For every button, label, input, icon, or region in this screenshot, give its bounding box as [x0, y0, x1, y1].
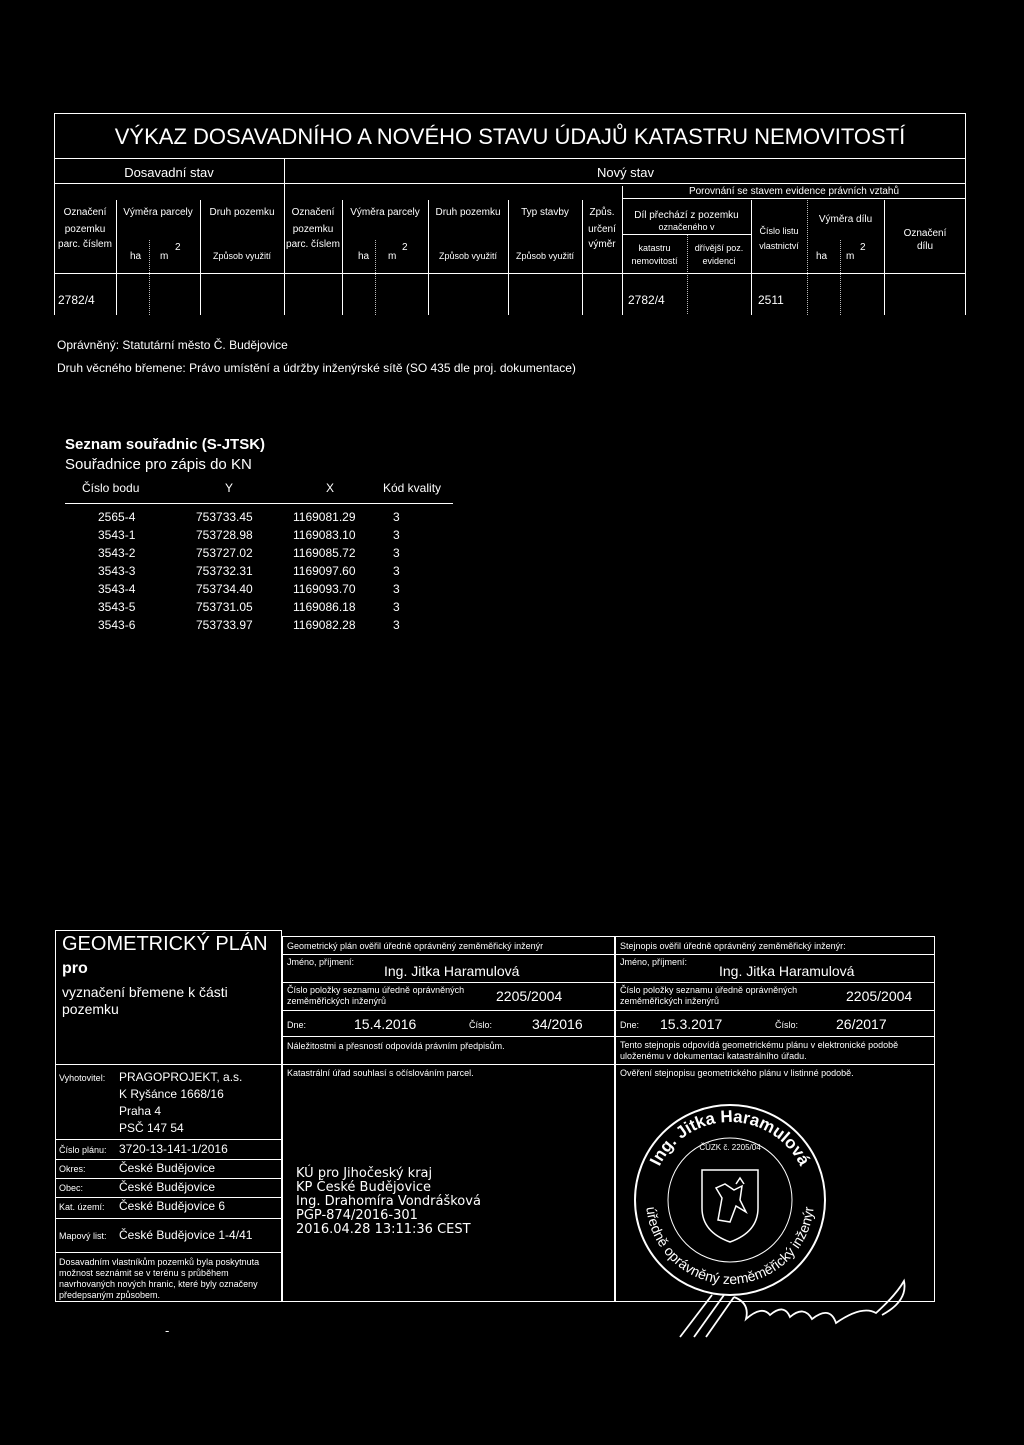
hdr-new-m: m — [388, 251, 397, 262]
hdr-new-pozemku: pozemku — [292, 224, 334, 235]
obec: České Budějovice — [119, 1180, 216, 1194]
plan-pro: pro — [62, 960, 88, 977]
coord-quality: 3 — [393, 510, 400, 524]
hdr-new-oznaceni: Označení — [291, 207, 335, 218]
coord-quality: 3 — [393, 618, 400, 632]
ku-stamp-line-1: KÚ pro Jihočeský kraj — [296, 1166, 433, 1181]
hdr-parc: parc. číslem — [58, 239, 112, 250]
verify1-cislo: 34/2016 — [532, 1016, 583, 1032]
coord-row — [98, 580, 433, 598]
coord-row — [98, 508, 433, 526]
verify2-tento: Tento stejnopis odpovídá geometrickému plánu v elektronické podobě uloženému v dokumentaci katastrálního úřadu. — [620, 1040, 899, 1061]
verify2-polozka-label: Číslo položky seznamu úředně oprávněných zeměměřických inženýrů — [620, 985, 798, 1006]
druh-bremene: Druh věcného břemene: Právo umístění a údržby inženýrské sítě (SO 435 dle proj. dokumentace) — [57, 361, 576, 375]
coord-quality: 3 — [393, 528, 400, 542]
coord-row — [98, 598, 433, 616]
verify2-jmeno-label: Jméno, příjmení: — [620, 957, 688, 967]
seal-inner-text: ČÚZK č. 2205/04 — [699, 1143, 761, 1152]
opravneny: Oprávněný: Statutární město Č. Budějovice — [57, 338, 288, 352]
coord-y: 753731.05 — [196, 600, 253, 614]
hdr-oznaceneho: označeného v — [658, 222, 715, 232]
hdr-cislo-listu: Číslo listu — [759, 226, 799, 236]
coord-point-id: 3543-1 — [98, 528, 136, 542]
ku-stamp-line-2: KP České Budějovice — [296, 1180, 431, 1195]
plan-title: GEOMETRICKÝ PLÁN — [62, 933, 268, 955]
verify1-jmeno-label: Jméno, příjmení: — [287, 957, 355, 967]
verify2-dne: 15.3.2017 — [660, 1016, 723, 1032]
hdr-dil-m: m — [846, 251, 855, 262]
verify1-dne-label: Dne: — [287, 1020, 307, 1030]
coord-x: 1169097.60 — [293, 564, 356, 578]
verify2-jmeno: Ing. Jitka Haramulová — [719, 963, 855, 979]
verify1-polozka: 2205/2004 — [496, 988, 563, 1004]
obec-label: Obec: — [59, 1183, 84, 1193]
verify2-polozka: 2205/2004 — [846, 988, 913, 1004]
coord-point-id: 3543-6 — [98, 618, 136, 632]
hdr-oznaceni: Označení — [63, 207, 107, 218]
verify1-header: Geometrický plán ověřil úředně oprávněný zeměměřický inženýr — [287, 941, 544, 951]
cislo-planu-label: Číslo plánu: — [59, 1145, 107, 1155]
coord-row — [98, 526, 433, 544]
hdr-zpus: Způs. — [589, 207, 615, 218]
verify2-cislo: 26/2017 — [836, 1016, 887, 1032]
hdr-vymer: výměr — [588, 239, 616, 250]
col-y: Y — [225, 481, 234, 495]
hdr-dil-ha: ha — [816, 251, 828, 262]
hdr-pozemku: pozemku — [64, 224, 106, 235]
comparison-heading: Porovnání se stavem evidence právních vztahů — [688, 186, 900, 197]
lion-emblem-icon — [702, 1170, 758, 1242]
hdr-new-sup2: 2 — [402, 242, 408, 253]
report-title: VÝKAZ DOSAVADNÍHO A NOVÉHO STAVU ÚDAJŮ KATASTRU NEMOVITOSTÍ — [114, 124, 906, 149]
verify2-overeni: Ověření stejnopisu geometrického plánu v listinné podobě. — [620, 1068, 854, 1078]
coord-point-id: 3543-2 — [98, 546, 136, 560]
hdr-vymera-dilu: Výměra dílu — [818, 214, 873, 225]
ku-stamp-line-4: PGP-874/2016-301 — [296, 1208, 418, 1223]
kat-uzemi-label: Kat. území: — [59, 1202, 105, 1212]
verify2-header: Stejnopis ověřil úředně oprávněný zeměměřický inženýr: — [620, 941, 846, 951]
verify2-dne-label: Dne: — [620, 1020, 640, 1030]
hdr-new-zpusob: Způsob využití — [438, 251, 498, 261]
hdr-zpusob: Způsob využití — [212, 251, 272, 261]
coord-x: 1169082.28 — [293, 618, 356, 632]
coord-x: 1169083.10 — [293, 528, 356, 542]
verify1-jmeno: Ing. Jitka Haramulová — [384, 963, 520, 979]
coord-row — [98, 616, 433, 634]
new-parcel: 2782/4 — [628, 293, 665, 307]
dash-mark: - — [165, 1323, 170, 1338]
coord-x: 1169085.72 — [293, 546, 356, 560]
col-kod: Kód kvality — [383, 481, 442, 495]
col-x: X — [326, 481, 335, 495]
hdr-new-parc: parc. číslem — [286, 239, 340, 250]
okres: České Budějovice — [119, 1161, 216, 1175]
list-number: 2511 — [758, 293, 784, 307]
hdr-oznaceni-dilu: Označení — [903, 228, 947, 239]
hdr-nemovitosti: nemovitostí — [631, 256, 678, 266]
coord-y: 753734.40 — [196, 582, 253, 596]
cislo-planu: 3720-13-141-1/2016 — [119, 1142, 228, 1156]
old-state-heading: Dosavadní stav — [124, 165, 214, 180]
seal-top-text: Ing. Jitka Haramulová — [646, 1106, 814, 1169]
coord-y: 753728.98 — [196, 528, 253, 542]
coord-quality: 3 — [393, 546, 400, 560]
hdr-vlastnictvi: vlastnictví — [759, 241, 799, 251]
hdr-druh: Druh pozemku — [209, 207, 275, 218]
hdr-new-druh: Druh pozemku — [435, 207, 501, 218]
vyhotovitel-2: K Ryšánce 1668/16 — [119, 1087, 224, 1101]
coords-table — [98, 508, 433, 634]
hdr-ha: ha — [130, 251, 142, 262]
coord-point-id: 2565-4 — [98, 510, 136, 524]
hdr-vymera-parcely: Výměra parcely — [123, 207, 193, 218]
coord-y: 753733.97 — [196, 618, 253, 632]
hdr-dil-sup2: 2 — [860, 242, 866, 253]
coord-quality: 3 — [393, 582, 400, 596]
old-parcel: 2782/4 — [58, 293, 95, 307]
hdr-drivejsi: dřívější poz. — [694, 243, 744, 253]
verify1-cislo-label: Číslo: — [469, 1020, 493, 1030]
vyhotovitel-label: Vyhotovitel: — [59, 1073, 106, 1083]
hdr-sup2: 2 — [175, 242, 181, 253]
coord-row — [98, 544, 433, 562]
ku-stamp-line-5: 2016.04.28 13:11:36 CEST — [296, 1222, 471, 1237]
official-seal — [630, 1100, 830, 1300]
seal-bottom-text: úředně oprávněný zeměměřický inženýr — [643, 1205, 817, 1288]
verify1-polozka-label: Číslo položky seznamu úředně oprávněných zeměměřických inženýrů — [287, 985, 465, 1006]
hdr-m: m — [160, 251, 169, 262]
hdr-new-vymera: Výměra parcely — [350, 207, 420, 218]
new-state-heading: Nový stav — [596, 165, 655, 180]
vyhotovitel-4: PSČ 147 54 — [119, 1121, 184, 1135]
col-cislo-bodu: Číslo bodu — [82, 481, 140, 495]
hdr-dilu: dílu — [916, 241, 934, 252]
hdr-typ-stavby: Typ stavby — [521, 207, 569, 218]
verify2-cislo-label: Číslo: — [775, 1020, 799, 1030]
coord-point-id: 3543-5 — [98, 600, 136, 614]
signature — [672, 1275, 922, 1345]
coord-x: 1169093.70 — [293, 582, 356, 596]
hdr-dil-prechazi: Díl přechází z pozemku — [634, 210, 739, 221]
coords-title: Seznam souřadnic (S-JTSK) — [65, 436, 266, 453]
kat-uzemi: České Budějovice 6 — [119, 1199, 226, 1213]
coord-x: 1169081.29 — [293, 510, 356, 524]
coord-quality: 3 — [393, 564, 400, 578]
vyhotovitel-3: Praha 4 — [119, 1104, 162, 1118]
plan-purpose: vyznačení břemene k části pozemku — [62, 984, 228, 1017]
hdr-evidenci: evidenci — [702, 256, 736, 266]
ku-stamp-line-3: Ing. Drahomíra Vondrášková — [296, 1194, 481, 1209]
coord-row — [98, 562, 433, 580]
coord-point-id: 3543-4 — [98, 582, 136, 596]
verify1-katastralni: Katastrální úřad souhlasí s očíslováním parcel. — [287, 1068, 474, 1078]
hdr-typ-zpusob: Způsob využití — [515, 251, 575, 261]
disclaimer: Dosavadním vlastníkům pozemků byla poskytnuta možnost seznámit se v terénu s průběhem navrhovaných nových hranic, které byly označeny předepsaným způsobem. — [59, 1257, 260, 1300]
vyhotovitel-1: PRAGOPROJEKT, a.s. — [119, 1070, 243, 1084]
hdr-new-ha: ha — [358, 251, 370, 262]
okres-label: Okres: — [59, 1164, 86, 1174]
mapovy-list-label: Mapový list: — [59, 1231, 107, 1241]
verify1-dne: 15.4.2016 — [354, 1016, 417, 1032]
coord-point-id: 3543-3 — [98, 564, 136, 578]
coords-subtitle: Souřadnice pro zápis do KN — [65, 456, 252, 473]
verify1-nalezitostmi: Náležitostmi a přesností odpovídá právním předpisům. — [287, 1041, 505, 1051]
hdr-katastru: katastru — [638, 243, 671, 253]
coord-x: 1169086.18 — [293, 600, 356, 614]
mapovy-list: České Budějovice 1-4/41 — [119, 1228, 253, 1242]
coord-y: 753732.31 — [196, 564, 253, 578]
ku-stamp — [296, 1167, 481, 1237]
hdr-urceni: určení — [588, 224, 616, 235]
coord-quality: 3 — [393, 600, 400, 614]
coord-y: 753727.02 — [196, 546, 253, 560]
coord-y: 753733.45 — [196, 510, 253, 524]
